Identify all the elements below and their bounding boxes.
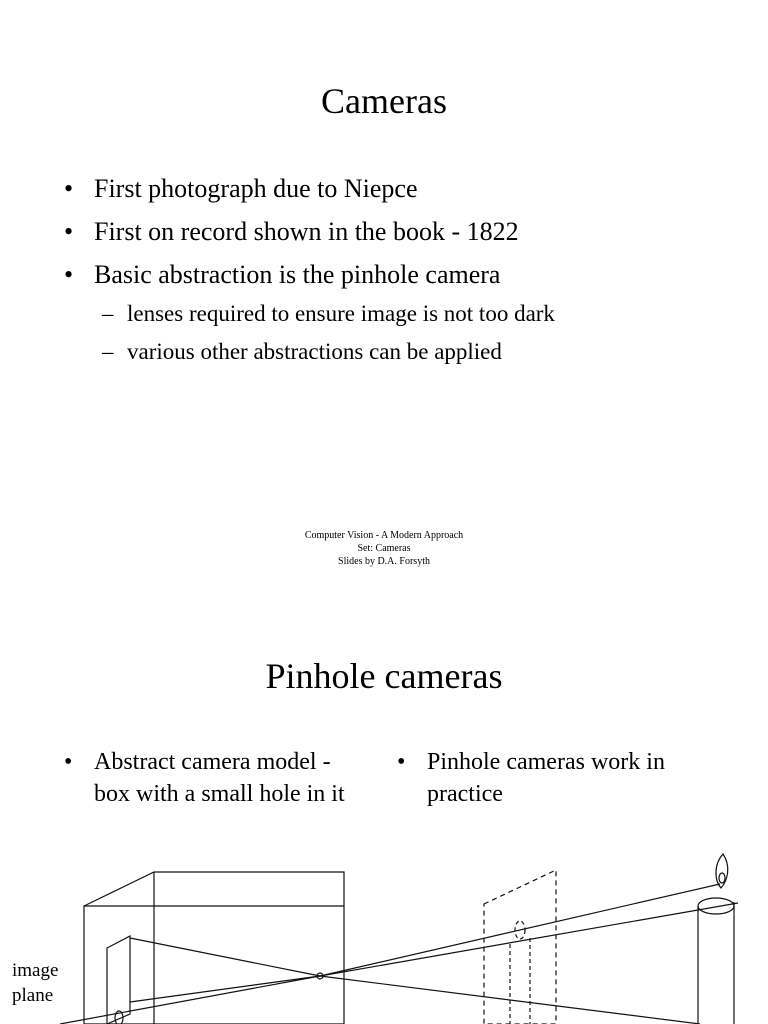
bullet-item [64,260,500,290]
right-bullet-line-1: Pinhole cameras work in [427,749,665,775]
bullet-icon: • [64,260,74,289]
camera-box-top-face [84,872,344,906]
left-bullet-line-2: box with a small hole in it [94,781,345,807]
footer-author: Slides by D.A. Forsyth [338,556,430,567]
footer-course: Computer Vision - A Modern Approach [304,530,464,541]
bullet-item [64,217,519,247]
image-plane-label-line-2: plane [12,985,54,1006]
pinhole-camera-diagram [0,840,768,1024]
sub-bullet-item [102,300,555,327]
ray [60,976,320,1024]
ray [320,884,720,976]
sub-bullet-text: various other abstractions can be applied [127,339,502,364]
bullet-icon: • [64,174,74,203]
bullet-text: First on record shown in the book - 1822 [94,217,519,246]
bullet-icon: • [397,749,406,775]
candle-wick [719,873,725,883]
bullet-icon: • [64,217,74,246]
bullet-text: First photograph due to Niepce [94,174,418,203]
candle-top [698,898,734,914]
footer-set: Set: Cameras [357,543,411,554]
slide-2-title: Pinhole cameras [265,656,503,696]
slide-1-title: Cameras [321,81,447,121]
dash-icon: – [102,301,114,326]
dash-icon: – [102,339,114,364]
left-bullet-line-1: Abstract camera model - [94,749,331,775]
ray [130,976,320,1002]
ray [320,903,738,976]
sub-bullet-text: lenses required to ensure image is not too dark [127,301,555,326]
sub-bullet-item [102,338,502,365]
camera-box-front-face [84,906,344,1024]
bullet-text: Basic abstraction is the pinhole camera [94,260,501,289]
bullet-icon: • [64,749,73,775]
bullet-item [64,174,418,204]
image-plane-label-line-1: image [12,960,59,981]
right-bullet-line-2: practice [427,781,503,807]
ray [130,938,320,976]
